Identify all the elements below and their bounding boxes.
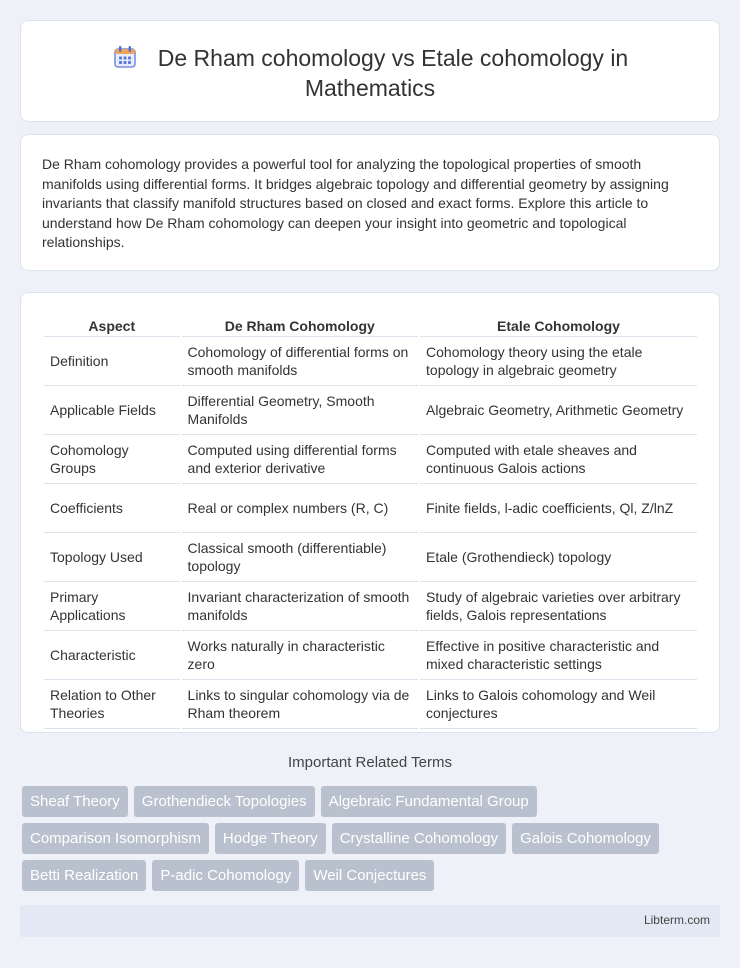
column-header: Aspect — [44, 315, 180, 337]
tag-betti-realization[interactable]: Betti Realization — [22, 860, 146, 891]
table-header-row — [44, 315, 697, 337]
table-cell: Real or complex numbers (R, C) — [182, 484, 418, 533]
footer — [20, 905, 720, 937]
column-header: De Rham Cohomology — [182, 315, 418, 337]
table-cell: Invariant characterization of smooth manifolds — [182, 582, 418, 631]
table-row — [44, 337, 697, 386]
table-cell: Works naturally in characteristic zero — [182, 631, 418, 680]
table-cell: Topology Used — [44, 533, 180, 582]
calendar-icon — [112, 44, 138, 70]
table-cell: Relation to Other Theories — [44, 680, 180, 729]
table-cell: Algebraic Geometry, Arithmetic Geometry — [420, 386, 697, 435]
table-cell: Computed with etale sheaves and continuous Galois actions — [420, 435, 697, 484]
table-cell: Links to singular cohomology via de Rham theorem — [182, 680, 418, 729]
page-title-line2: Mathematics — [304, 75, 436, 101]
table-row — [44, 631, 697, 680]
tag-grothendieck-topologies[interactable]: Grothendieck Topologies — [134, 786, 315, 817]
table-cell: Characteristic — [44, 631, 180, 680]
table-cell: Finite fields, l-adic coefficients, Ql, Z/lnZ — [420, 484, 697, 533]
table-row — [44, 533, 697, 582]
table-cell: Links to Galois cohomology and Weil conjectures — [420, 680, 697, 729]
tag-sheaf-theory[interactable]: Sheaf Theory — [22, 786, 128, 817]
column-header: Etale Cohomology — [420, 315, 697, 337]
tag-galois-cohomology[interactable]: Galois Cohomology — [512, 823, 659, 854]
tag-weil-conjectures[interactable]: Weil Conjectures — [305, 860, 434, 891]
table-row — [44, 582, 697, 631]
related-terms-title: Important Related Terms — [288, 754, 452, 771]
table-cell: Computed using differential forms and exterior derivative — [182, 435, 418, 484]
comparison-table — [42, 315, 699, 729]
footer-site-link[interactable]: Libterm.com — [643, 913, 710, 927]
tag-row — [22, 823, 722, 854]
table-cell: Etale (Grothendieck) topology — [420, 533, 697, 582]
table-cell: Cohomology of differential forms on smooth manifolds — [182, 337, 418, 386]
table-cell: Cohomology theory using the etale topology in algebraic geometry — [420, 337, 697, 386]
table-cell: Cohomology Groups — [44, 435, 180, 484]
tag-algebraic-fundamental-group[interactable]: Algebraic Fundamental Group — [321, 786, 537, 817]
table-cell: Study of algebraic varieties over arbitrary fields, Galois representations — [420, 582, 697, 631]
table-cell: Classical smooth (differentiable) topology — [182, 533, 418, 582]
intro-text: De Rham cohomology provides a powerful tool for analyzing the topological properties of smooth manifolds using differential forms. It bridges algebraic topology and differential geometry by assigning invariants that classify manifold structures based on closed and exact forms. Explore this article to understand how De Rham cohomology can deepen your insight into geometric and topological relationships. — [42, 156, 669, 251]
related-terms-list — [22, 786, 722, 897]
table-cell: Definition — [44, 337, 180, 386]
table-cell: Applicable Fields — [44, 386, 180, 435]
tag-hodge-theory[interactable]: Hodge Theory — [215, 823, 326, 854]
table-cell: Coefficients — [44, 484, 180, 533]
tag-row — [22, 786, 722, 817]
table-cell: Primary Applications — [44, 582, 180, 631]
tag-crystalline-cohomology[interactable]: Crystalline Cohomology — [332, 823, 506, 854]
header-card — [20, 20, 720, 122]
table-row — [44, 435, 697, 484]
table-cell: Effective in positive characteristic and mixed characteristic settings — [420, 631, 697, 680]
page-title-line1: De Rham cohomology vs Etale cohomology in — [157, 45, 629, 71]
tag-row — [22, 860, 722, 891]
table-row — [44, 484, 697, 533]
comparison-table-card — [20, 292, 720, 733]
tag-p-adic-cohomology[interactable]: P-adic Cohomology — [152, 860, 299, 891]
tag-comparison-isomorphism[interactable]: Comparison Isomorphism — [22, 823, 209, 854]
intro-card — [20, 134, 720, 271]
table-cell: Differential Geometry, Smooth Manifolds — [182, 386, 418, 435]
page-title-wrap — [21, 43, 719, 103]
table-row — [44, 680, 697, 729]
table-row — [44, 386, 697, 435]
